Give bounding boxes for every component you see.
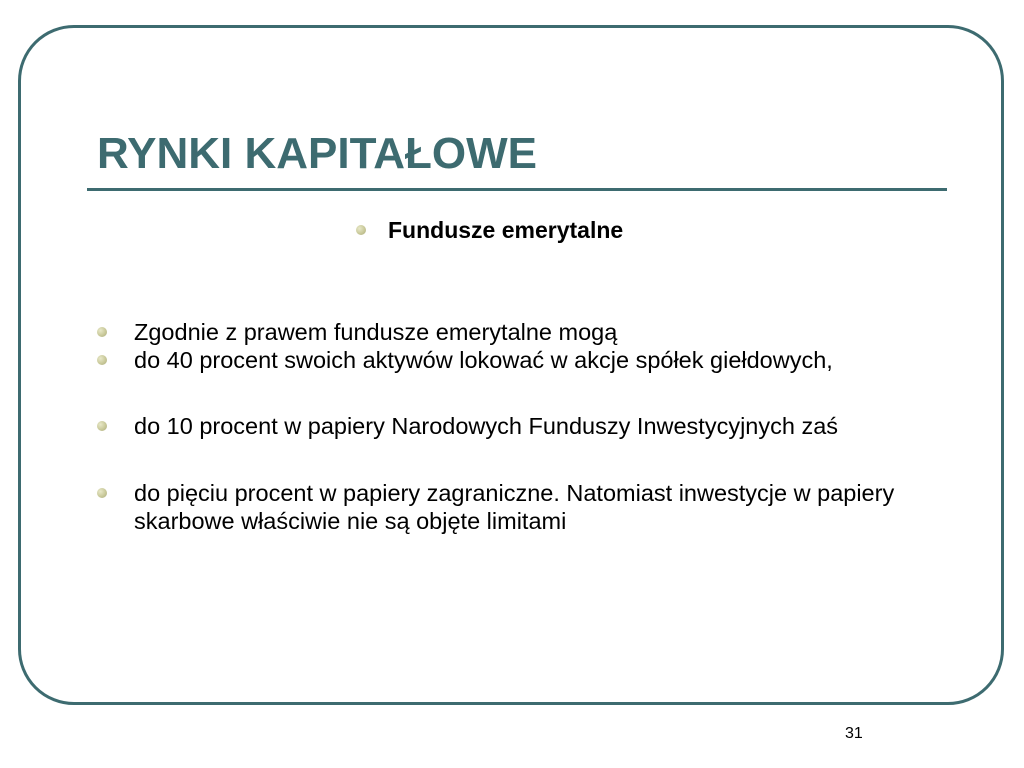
page-number: 31: [845, 725, 863, 742]
bullet-icon: [97, 327, 107, 337]
bullet-text: do pięciu procent w papiery zagraniczne. Natomiast inwestycje w papiery skarbowe właściwie nie są objęte limitami: [134, 480, 895, 534]
bullet-icon: [97, 488, 107, 498]
bullet-text: do 40 procent swoich aktywów lokować w akcje spółek giełdowych,: [134, 347, 833, 373]
slide-title: RYNKI KAPITAŁOWE: [97, 129, 537, 178]
bullet-item: [96, 346, 946, 374]
title-underline: [87, 188, 947, 191]
bullet-icon: [356, 225, 366, 235]
bullet-text: Zgodnie z prawem fundusze emerytalne mogą: [134, 319, 618, 345]
slide-subtitle: Fundusze emerytalne: [388, 216, 624, 243]
bullet-icon: [97, 421, 107, 431]
subtitle-row: [356, 214, 623, 246]
bullet-text: do 10 procent w papiery Narodowych Funduszy Inwestycyjnych zaś: [134, 413, 839, 439]
bullet-item: [96, 412, 946, 440]
bullet-item: [96, 318, 946, 346]
bullet-icon: [97, 355, 107, 365]
bullet-list: [96, 318, 946, 535]
bullet-item: [96, 479, 946, 535]
